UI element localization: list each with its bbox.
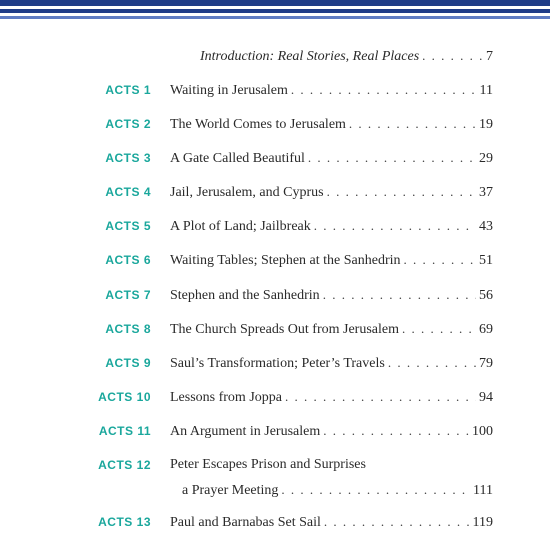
toc-page-number: 11	[479, 83, 493, 98]
toc-line	[170, 387, 493, 408]
chapter-label: ACTS 6	[105, 253, 151, 267]
chapter-label: ACTS 11	[98, 424, 151, 438]
toc-title: Jail, Jerusalem, and Cyprus	[170, 185, 324, 200]
top-border-stripe	[0, 9, 550, 13]
chapter-label: ACTS 8	[105, 322, 151, 336]
toc-title: Saul’s Transformation; Peter’s Travels	[170, 356, 385, 371]
toc-page-number: 56	[479, 288, 493, 303]
leader-dots	[314, 216, 476, 236]
leader-dots	[291, 80, 477, 100]
leader-dots	[404, 250, 476, 270]
toc-page-number: 111	[473, 483, 493, 498]
toc-title: Lessons from Joppa	[170, 390, 282, 405]
toc-page-number: 37	[479, 185, 493, 200]
chapter-label: ACTS 2	[105, 117, 151, 131]
toc-line	[170, 114, 493, 135]
chapter-label: ACTS 9	[105, 356, 151, 370]
toc-title: A Plot of Land; Jailbreak	[170, 219, 311, 234]
toc-line	[182, 480, 493, 501]
toc-line	[170, 285, 493, 306]
toc-line	[170, 148, 493, 169]
chapter-label: ACTS 1	[105, 83, 151, 97]
leader-dots	[323, 421, 469, 441]
chapter-label: ACTS 10	[98, 390, 151, 404]
leader-dots	[323, 285, 476, 305]
toc-line	[170, 182, 493, 203]
leader-dots	[349, 114, 476, 134]
toc-line	[170, 353, 493, 374]
chapter-label: ACTS 7	[105, 288, 151, 302]
chapter-label: ACTS 13	[98, 515, 151, 529]
chapter-label: ACTS 4	[105, 185, 151, 199]
toc-page-number: 29	[479, 151, 493, 166]
toc-page-number: 7	[486, 49, 493, 64]
chapter-label: ACTS 3	[105, 151, 151, 165]
toc-page-number: 19	[479, 117, 493, 132]
toc-title: Introduction: Real Stories, Real Places	[200, 49, 420, 64]
top-border-stripe	[0, 16, 550, 19]
leader-dots	[327, 182, 476, 202]
toc-line	[170, 80, 493, 101]
toc-title: Waiting Tables; Stephen at the Sanhedrin	[170, 253, 401, 268]
toc-title: Stephen and the Sanhedrin	[170, 288, 320, 303]
toc-line	[170, 455, 493, 475]
toc-page-number: 69	[479, 322, 493, 337]
leader-dots	[308, 148, 476, 168]
leader-dots	[422, 46, 483, 66]
toc-title: Paul and Barnabas Set Sail	[170, 515, 321, 530]
leader-dots	[324, 512, 470, 532]
toc-line	[170, 216, 493, 237]
toc-title: The World Comes to Jerusalem	[170, 117, 346, 132]
chapter-label: ACTS 12	[98, 458, 151, 472]
leader-dots	[285, 387, 476, 407]
toc-line	[200, 46, 493, 67]
toc-line	[170, 421, 493, 442]
toc-title: An Argument in Jerusalem	[170, 424, 321, 439]
toc-page-number: 100	[472, 424, 493, 439]
toc-title-line-1: Peter Escapes Prison and Surprises	[170, 457, 366, 472]
toc-title: A Gate Called Beautiful	[170, 151, 305, 166]
top-border-stripe	[0, 0, 550, 6]
toc-title: Waiting in Jerusalem	[170, 83, 288, 98]
toc-line	[170, 512, 493, 533]
toc-page-number: 43	[479, 219, 493, 234]
toc-page-number: 94	[479, 390, 493, 405]
leader-dots	[402, 319, 476, 339]
toc-page-number: 79	[479, 356, 493, 371]
chapter-label: ACTS 5	[105, 219, 151, 233]
toc-title-line-2: a Prayer Meeting	[182, 483, 279, 498]
toc-line	[170, 319, 493, 340]
toc-title: The Church Spreads Out from Jerusalem	[170, 322, 399, 337]
toc-page-number: 119	[472, 515, 493, 530]
leader-dots	[388, 353, 476, 373]
toc-page-number: 51	[479, 253, 493, 268]
toc-line	[170, 250, 493, 271]
leader-dots	[281, 480, 470, 500]
